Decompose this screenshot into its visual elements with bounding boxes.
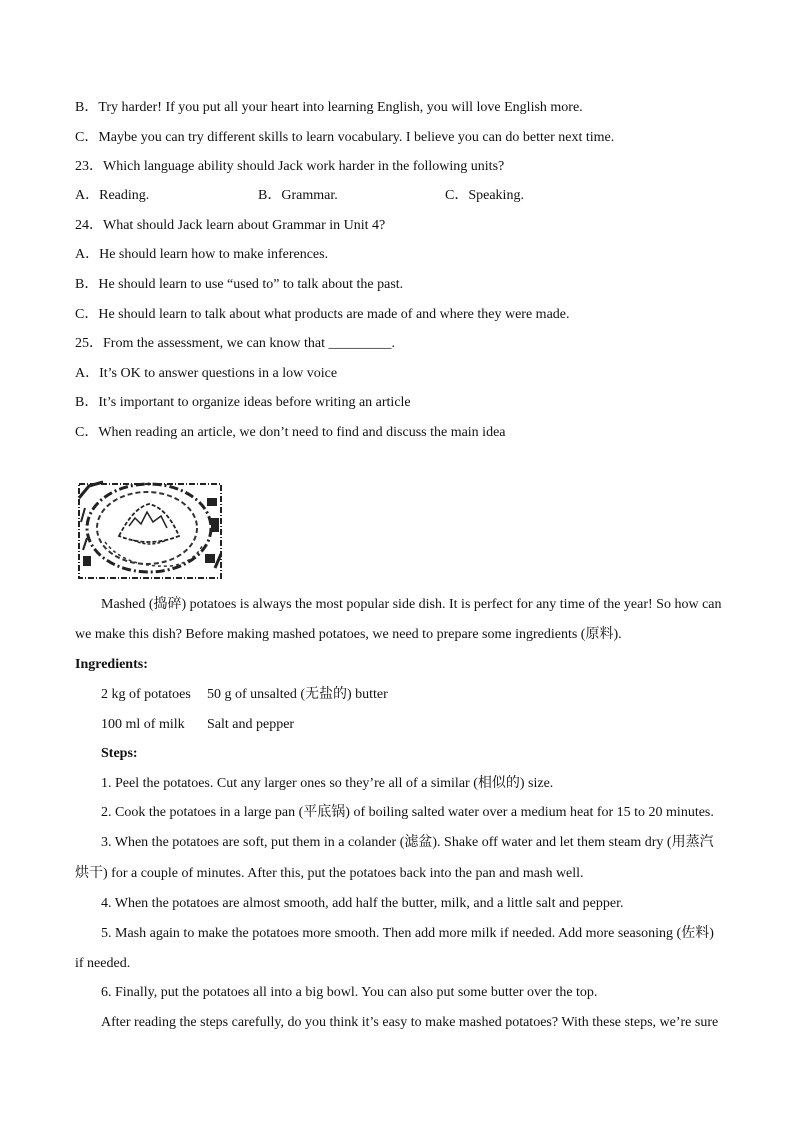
q24-option-a: A．He should learn how to make inferences.	[75, 247, 329, 262]
step-5-line-2: if needed.	[75, 956, 131, 971]
q23-option-c: C．Speaking.	[445, 188, 524, 203]
q23-option-a: A．Reading.	[75, 188, 150, 203]
steps-heading: Steps:	[101, 746, 138, 761]
step-3-line-2: 烘干) for a couple of minutes. After this, put the potatoes back into the pan and mash well.	[75, 866, 584, 881]
q23-options	[75, 187, 695, 205]
question-25: 25．From the assessment, we can know that _________.	[75, 336, 396, 351]
closing-paragraph-line-1: After reading the steps carefully, do you think it’s easy to make mashed potatoes? With these steps, we’re sure	[101, 1015, 719, 1030]
mashed-potato-bowl-illustration	[75, 478, 225, 583]
ingredient-butter: 50 g of unsalted (无盐的) butter	[207, 687, 388, 702]
intro-paragraph-line-1: Mashed (捣碎) potatoes is always the most popular side dish. It is perfect for any time of the year! So how can	[101, 597, 722, 612]
q23-option-b: B．Grammar.	[258, 188, 338, 203]
step-3-line-1: 3. When the potatoes are soft, put them in a colander (滤盆). Shake off water and let them steam dry (用蒸汽	[101, 835, 714, 850]
step-2: 2. Cook the potatoes in a large pan (平底锅) of boiling salted water over a medium heat for 15 to 20 minutes.	[101, 805, 714, 820]
step-5-line-1: 5. Mash again to make the potatoes more smooth. Then add more milk if needed. Add more seasoning (佐料)	[101, 926, 714, 941]
step-1: 1. Peel the potatoes. Cut any larger ones so they’re all of a similar (相似的) size.	[101, 776, 554, 791]
q22-option-b: B．Try harder! If you put all your heart into learning English, you will love English more.	[75, 100, 583, 115]
ingredient-salt-pepper: Salt and pepper	[207, 717, 295, 732]
question-23: 23．Which language ability should Jack work harder in the following units?	[75, 159, 505, 174]
q25-option-c: C．When reading an article, we don’t need to find and discuss the main idea	[75, 425, 506, 440]
step-4: 4. When the potatoes are almost smooth, add half the butter, milk, and a little salt and pepper.	[101, 896, 624, 911]
q22-option-c: C．Maybe you can try different skills to learn vocabulary. I believe you can do better next time.	[75, 130, 615, 145]
ingredient-potatoes: 2 kg of potatoes	[101, 687, 191, 702]
ingredients-heading: Ingredients:	[75, 657, 148, 672]
q25-option-b: B．It’s important to organize ideas before writing an article	[75, 395, 411, 410]
step-6: 6. Finally, put the potatoes all into a big bowl. You can also put some butter over the top.	[101, 985, 598, 1000]
q24-option-c: C．He should learn to talk about what products are made of and where they were made.	[75, 307, 570, 322]
ingredient-milk: 100 ml of milk	[101, 717, 185, 732]
intro-paragraph-line-2: we make this dish? Before making mashed potatoes, we need to prepare some ingredients (原料).	[75, 627, 622, 642]
q25-option-a: A．It’s OK to answer questions in a low voice	[75, 366, 338, 381]
question-24: 24．What should Jack learn about Grammar in Unit 4?	[75, 218, 386, 233]
q24-option-b: B．He should learn to use “used to” to talk about the past.	[75, 277, 404, 292]
